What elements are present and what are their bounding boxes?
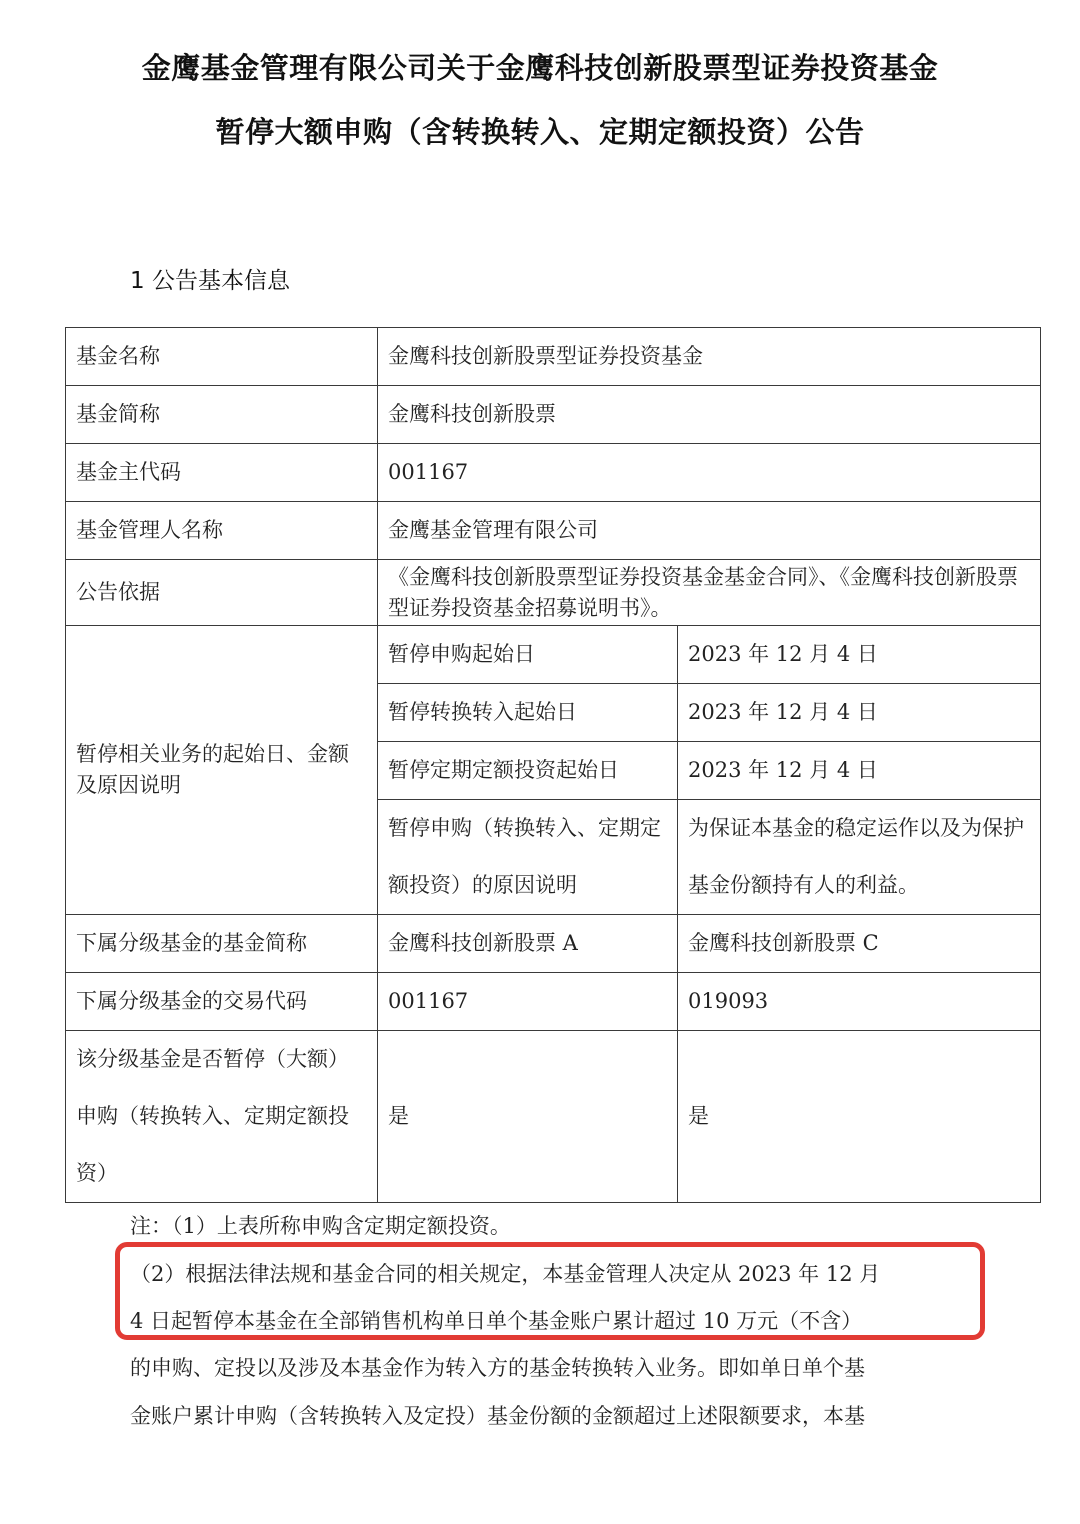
- class-a-code: 001167: [378, 973, 678, 1031]
- fund-info-table: [65, 327, 1041, 1203]
- note-1: 注：（1）上表所称申购含定期定额投资。: [130, 1214, 511, 1238]
- table-row: [66, 973, 1041, 1031]
- reason-label: 暂停申购（转换转入、定期定额投资）的原因说明: [378, 800, 678, 915]
- table-row: [66, 328, 1041, 386]
- class-suspend-label: 该分级基金是否暂停（大额）申购（转换转入、定期定额投资）: [66, 1031, 378, 1203]
- main-code-value: 001167: [378, 444, 1041, 502]
- short-name-label: 基金简称: [66, 386, 378, 444]
- class-a-name: 金鹰科技创新股票 A: [378, 915, 678, 973]
- suspend-regular-label: 暂停定期定额投资起始日: [378, 742, 678, 800]
- table-row: [66, 386, 1041, 444]
- note-2-line4: 金账户累计申购（含转换转入及定投）基金份额的金额超过上述限额要求，本基: [130, 1404, 865, 1428]
- announcement-title-line1: 金鹰基金管理有限公司关于金鹰科技创新股票型证券投资基金: [141, 51, 939, 85]
- fund-name-value: 金鹰科技创新股票型证券投资基金: [378, 328, 1041, 386]
- manager-label: 基金管理人名称: [66, 502, 378, 560]
- class-a-suspend: 是: [378, 1031, 678, 1203]
- announcement-title-line2: 暂停大额申购（含转换转入、定期定额投资）公告: [215, 115, 865, 149]
- reason-value: 为保证本基金的稳定运作以及为保护基金份额持有人的利益。: [678, 800, 1041, 915]
- suspend-switch-date: 2023 年 12 月 4 日: [678, 684, 1041, 742]
- section-heading: 1 公告基本信息: [130, 268, 290, 294]
- main-code-label: 基金主代码: [66, 444, 378, 502]
- fund-name-label: 基金名称: [66, 328, 378, 386]
- note-2-line1: （2）根据法律法规和基金合同的相关规定，本基金管理人决定从 2023 年 12 月: [130, 1262, 881, 1286]
- class-name-label: 下属分级基金的基金简称: [66, 915, 378, 973]
- table-row: [66, 502, 1041, 560]
- short-name-value: 金鹰科技创新股票: [378, 386, 1041, 444]
- table-row: [66, 560, 1041, 626]
- suspend-label: 暂停相关业务的起始日、金额及原因说明: [66, 626, 378, 915]
- table-row: [66, 915, 1041, 973]
- suspend-regular-date: 2023 年 12 月 4 日: [678, 742, 1041, 800]
- suspend-subscribe-date: 2023 年 12 月 4 日: [678, 626, 1041, 684]
- highlight-annotation: [115, 1242, 985, 1340]
- class-c-name: 金鹰科技创新股票 C: [678, 915, 1041, 973]
- basis-value: 《金鹰科技创新股票型证券投资基金基金合同》、《金鹰科技创新股票型证券投资基金招募说明书》。: [378, 560, 1041, 626]
- class-c-code: 019093: [678, 973, 1041, 1031]
- note-2-line3: 的申购、定投以及涉及本基金作为转入方的基金转换转入业务。即如单日单个基: [130, 1356, 865, 1380]
- suspend-subscribe-label: 暂停申购起始日: [378, 626, 678, 684]
- table-row: [66, 444, 1041, 502]
- class-code-label: 下属分级基金的交易代码: [66, 973, 378, 1031]
- table-row: [66, 1031, 1041, 1203]
- note-2-line2: 4 日起暂停本基金在全部销售机构单日单个基金账户累计超过 10 万元（不含）: [130, 1309, 863, 1333]
- table-row: [66, 626, 1041, 684]
- basis-label: 公告依据: [66, 560, 378, 626]
- class-c-suspend: 是: [678, 1031, 1041, 1203]
- suspend-switch-label: 暂停转换转入起始日: [378, 684, 678, 742]
- manager-value: 金鹰基金管理有限公司: [378, 502, 1041, 560]
